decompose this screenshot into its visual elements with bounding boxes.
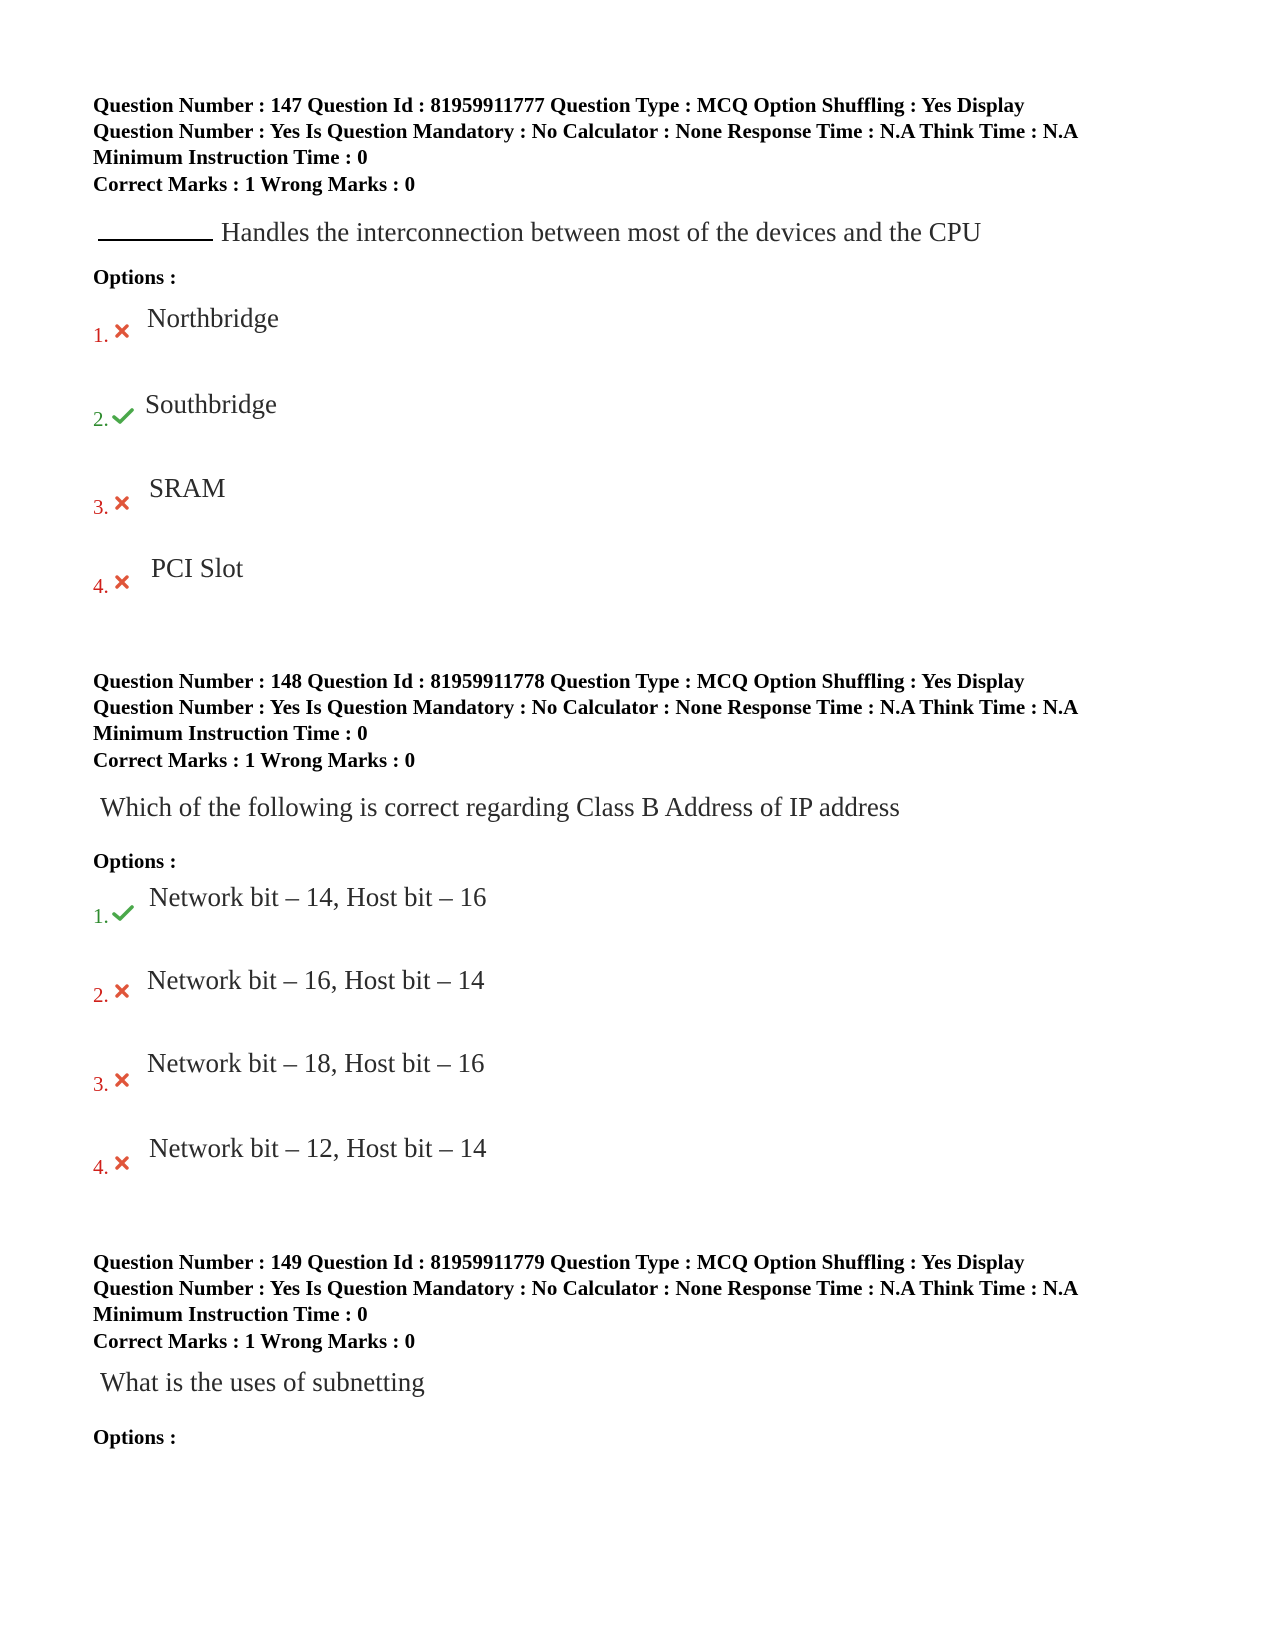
meta-line: Minimum Instruction Time : 0 [93, 721, 368, 745]
cross-icon [114, 983, 130, 999]
cross-icon [114, 1155, 130, 1171]
options-label: Options : [93, 1425, 177, 1449]
option-number: 3. [93, 1072, 109, 1096]
question-marks: Correct Marks : 1 Wrong Marks : 0 [93, 172, 416, 196]
meta-line: Minimum Instruction Time : 0 [93, 1302, 368, 1326]
fill-in-blank [98, 219, 213, 241]
option-number: 2. [93, 407, 109, 431]
meta-line: Question Number : 147 Question Id : 81959911777 Question Type : MCQ Option Shuffling : Yes Display [93, 93, 1025, 117]
option-text: Network bit – 18, Host bit – 16 [147, 1048, 485, 1078]
options-label: Options : [93, 849, 177, 873]
option-text: PCI Slot [151, 553, 244, 583]
option-text: Southbridge [145, 389, 277, 419]
question-text [98, 216, 981, 248]
question-marks: Correct Marks : 1 Wrong Marks : 0 [93, 748, 416, 772]
option-text: Network bit – 16, Host bit – 14 [147, 965, 485, 995]
option-text: Network bit – 12, Host bit – 14 [149, 1133, 487, 1163]
option-number: 4. [93, 574, 109, 598]
cross-icon [114, 1072, 130, 1088]
options-label: Options : [93, 265, 177, 289]
option-number: 3. [93, 495, 109, 519]
question-marks: Correct Marks : 1 Wrong Marks : 0 [93, 1329, 416, 1353]
option-text: SRAM [149, 473, 226, 503]
cross-icon [114, 495, 130, 511]
check-icon [112, 904, 134, 922]
meta-line: Question Number : 149 Question Id : 81959911779 Question Type : MCQ Option Shuffling : Yes Display [93, 1250, 1025, 1274]
option-text: Northbridge [147, 303, 279, 333]
question-text: Which of the following is correct regarding Class B Address of IP address [100, 792, 900, 822]
meta-line: Question Number : 148 Question Id : 81959911778 Question Type : MCQ Option Shuffling : Yes Display [93, 669, 1025, 693]
question-meta [93, 1249, 1213, 1327]
option-text: Network bit – 14, Host bit – 16 [149, 882, 487, 912]
cross-icon [114, 574, 130, 590]
cross-icon [114, 323, 130, 339]
question-text: What is the uses of subnetting [100, 1367, 425, 1397]
question-meta [93, 92, 1213, 170]
question-meta [93, 668, 1213, 746]
meta-line: Minimum Instruction Time : 0 [93, 145, 368, 169]
question-text-body: Handles the interconnection between most of the devices and the CPU [221, 217, 982, 247]
option-number: 1. [93, 904, 109, 928]
option-number: 2. [93, 983, 109, 1007]
check-icon [112, 407, 134, 425]
meta-line: Question Number : Yes Is Question Mandatory : No Calculator : None Response Time : N.A Think Time : N.A [93, 1276, 1079, 1300]
meta-line: Question Number : Yes Is Question Mandatory : No Calculator : None Response Time : N.A Think Time : N.A [93, 119, 1079, 143]
option-number: 4. [93, 1155, 109, 1179]
meta-line: Question Number : Yes Is Question Mandatory : No Calculator : None Response Time : N.A Think Time : N.A [93, 695, 1079, 719]
option-number: 1. [93, 323, 109, 347]
